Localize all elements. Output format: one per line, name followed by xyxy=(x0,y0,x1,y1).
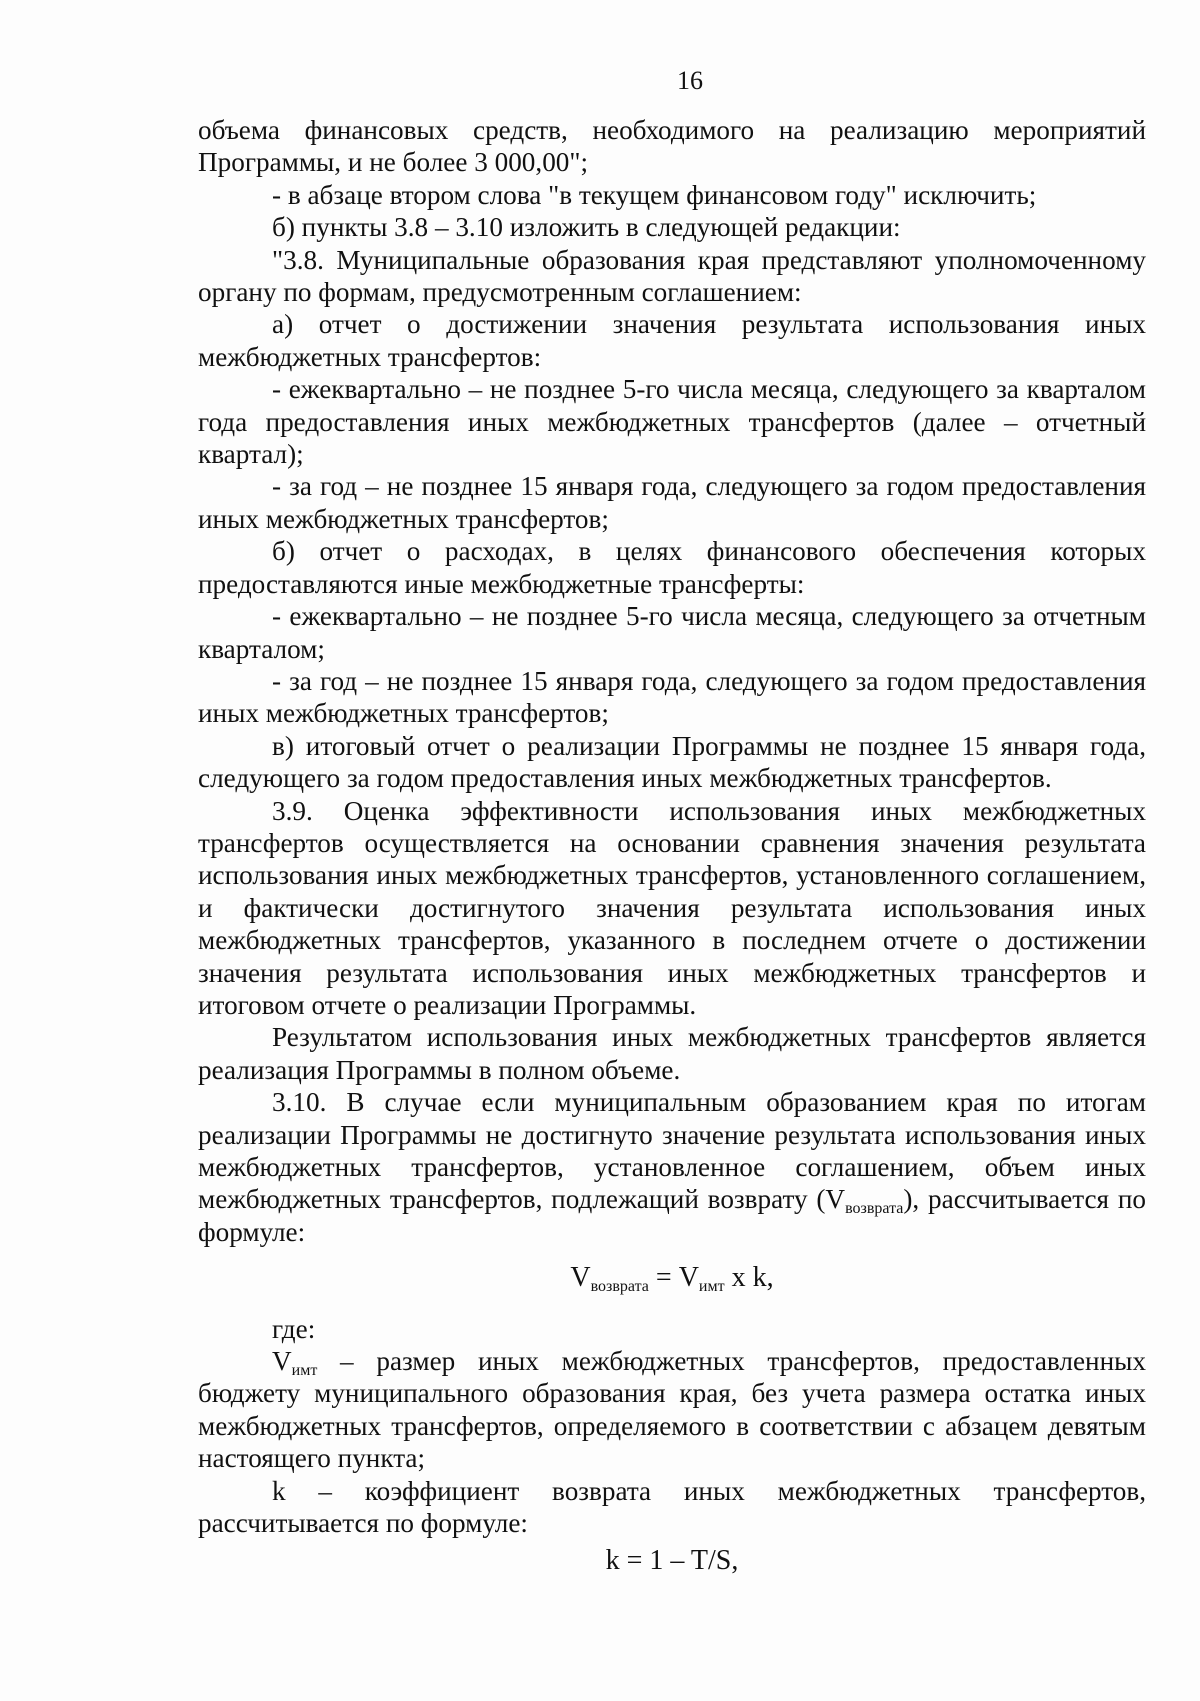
where-label: где: xyxy=(272,1313,316,1344)
definition-text: – размер иных межбюджетных трансфертов, предоставленных бюджету муниципального образования края, без учета размера остатка иных межбюджетных трансфертов, определяемого в соответствии с абзацем девятым настоящего пункта; xyxy=(198,1346,1146,1474)
paragraph: а) отчет о достижении значения результата использования иных межбюджетных трансфертов: xyxy=(198,309,1146,372)
paragraph-3-10-text: 3.10. В случае если муниципальным образованием края по итогам реализации Программы не достигнуто значение результата использования иных межбюджетных трансфертов, установленное соглашением, объем иных межбюджетных трансфертов, подлежащий возврату (V xyxy=(198,1087,1146,1215)
formula-return-volume xyxy=(198,1262,1146,1294)
definition-k: k – коэффициент возврата иных межбюджетных трансфертов, рассчитывается по формуле: xyxy=(198,1475,1146,1539)
paragraph: "3.8. Муниципальные образования края представляют уполномоченному органу по формам, предусмотренным соглашением: xyxy=(198,244,1146,308)
paragraph: - за год – не позднее 15 января года, следующего за годом предоставления иных межбюджетных трансфертов; xyxy=(198,471,1146,534)
paragraph: 3.9. Оценка эффективности использования иных межбюджетных трансфертов осуществляется на основании сравнения значения результата использования иных межбюджетных трансфертов, установленного соглашением, и фактически достигнутого значения результата использования иных межбюджетных трансфертов, указанного в последнем отчете о достижении значения результата использования иных межбюджетных трансфертов и итоговом отчете о реализации Программы. xyxy=(198,795,1146,1020)
paragraph: - за год – не позднее 15 января года, следующего за годом предоставления иных межбюджетных трансфертов; xyxy=(198,665,1146,729)
subscript: возврата xyxy=(845,1200,904,1218)
paragraph: объема финансовых средств, необходимого на реализацию мероприятий Программы, и не более 3 000,00"; xyxy=(198,115,1146,178)
formula-coefficient: k = 1 – T/S, xyxy=(605,1545,739,1577)
paragraph: - ежеквартально – не позднее 5-го числа месяца, следующего за кварталом года предоставления иных межбюджетных трансфертов (далее – отчетный квартал); xyxy=(198,374,1146,470)
formula-rest: x k, xyxy=(724,1262,774,1294)
paragraph-3-10 xyxy=(198,1086,1146,1248)
subscript: имт xyxy=(291,1362,318,1380)
definition-symbol: V xyxy=(272,1346,292,1377)
paragraph: Результатом использования иных межбюджетных трансфертов является реализация Программы в полном объеме. xyxy=(198,1022,1146,1085)
definition-vimt xyxy=(198,1345,1146,1475)
formula-eq: = V xyxy=(648,1262,699,1294)
document-body xyxy=(198,114,1146,1578)
subscript: возврата xyxy=(590,1278,649,1296)
paragraph: - ежеквартально – не позднее 5-го числа месяца, следующего за отчетным кварталом; xyxy=(198,601,1146,664)
paragraph: б) отчет о расходах, в целях финансового обеспечения которых предоставляются иные межбюджетные трансферты: xyxy=(198,536,1146,599)
paragraph: б) пункты 3.8 – 3.10 изложить в следующей редакции: xyxy=(272,212,901,243)
paragraph-3-10-tail: ), рассчитывается по формуле: xyxy=(198,1184,1146,1247)
paragraph: - в абзаце втором слова "в текущем финансовом году" исключить; xyxy=(272,179,1037,210)
page-number: 16 xyxy=(677,66,703,95)
paragraph: в) итоговый отчет о реализации Программы не позднее 15 января года, следующего за годом предоставления иных межбюджетных трансфертов. xyxy=(198,730,1146,794)
subscript: имт xyxy=(698,1278,725,1296)
formula-lhs: V xyxy=(570,1262,591,1294)
